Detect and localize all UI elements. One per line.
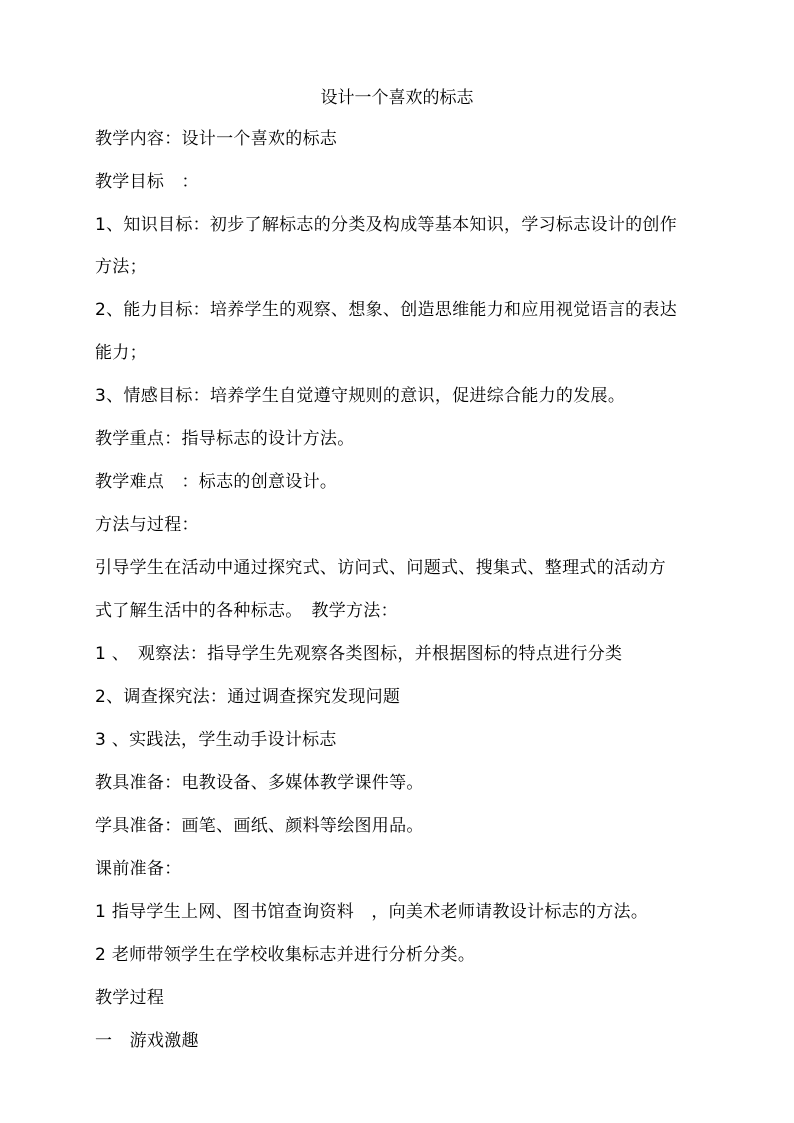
line-method-investigate: 2、调查探究法：通过调查探究发现问题 (95, 687, 401, 707)
line-guide-cont: 式了解生活中的各种标志。 教学方法： (95, 601, 398, 621)
line-goal-emotion: 3、情感目标：培养学生自觉遵守规则的意识，促进综合能力的发展。 (95, 386, 626, 406)
line-goal-knowledge-cont: 方法； (95, 257, 147, 277)
line-method-observe: 1 、 观察法：指导学生先观察各类图标，并根据图标的特点进行分类 (95, 644, 623, 664)
line-teaching-content: 教学内容：设计一个喜欢的标志 (95, 129, 338, 149)
line-method-process: 方法与过程： (95, 515, 199, 535)
line-goal-ability-cont: 能力； (95, 343, 147, 363)
line-goal-ability: 2、能力目标：培养学生的观察、想象、创造思维能力和应用视觉语言的表达 (95, 300, 678, 320)
line-student-tools: 学具准备：画笔、画纸、颜料等绘图用品。 (95, 816, 424, 836)
line-game-intro: 一 游戏激趣 (95, 1031, 199, 1051)
line-prep-1: 1 指导学生上网、图书馆查询资料 ，向美术老师请教设计标志的方法。 (95, 902, 649, 922)
line-method-practice: 3 、实践法，学生动手设计标志 (95, 730, 337, 750)
line-prep-2: 2 老师带领学生在学校收集标志并进行分析分类。 (95, 945, 476, 965)
line-teaching-process: 教学过程 (95, 988, 165, 1008)
line-guide: 引导学生在活动中通过探究式、访问式、问题式、搜集式、整理式的活动方 (95, 558, 666, 578)
document-title: 设计一个喜欢的标志 (320, 88, 474, 108)
line-preparation: 课前准备： (95, 859, 182, 879)
line-teaching-goals: 教学目标 ： (95, 172, 199, 192)
line-teaching-aids: 教具准备：电教设备、多媒体教学课件等。 (95, 773, 424, 793)
line-goal-knowledge: 1、知识目标：初步了解标志的分类及构成等基本知识，学习标志设计的创作 (95, 215, 678, 235)
line-key-point: 教学重点：指导标志的设计方法。 (95, 429, 355, 449)
line-difficulty: 教学难点 ：标志的创意设计。 (95, 472, 338, 492)
